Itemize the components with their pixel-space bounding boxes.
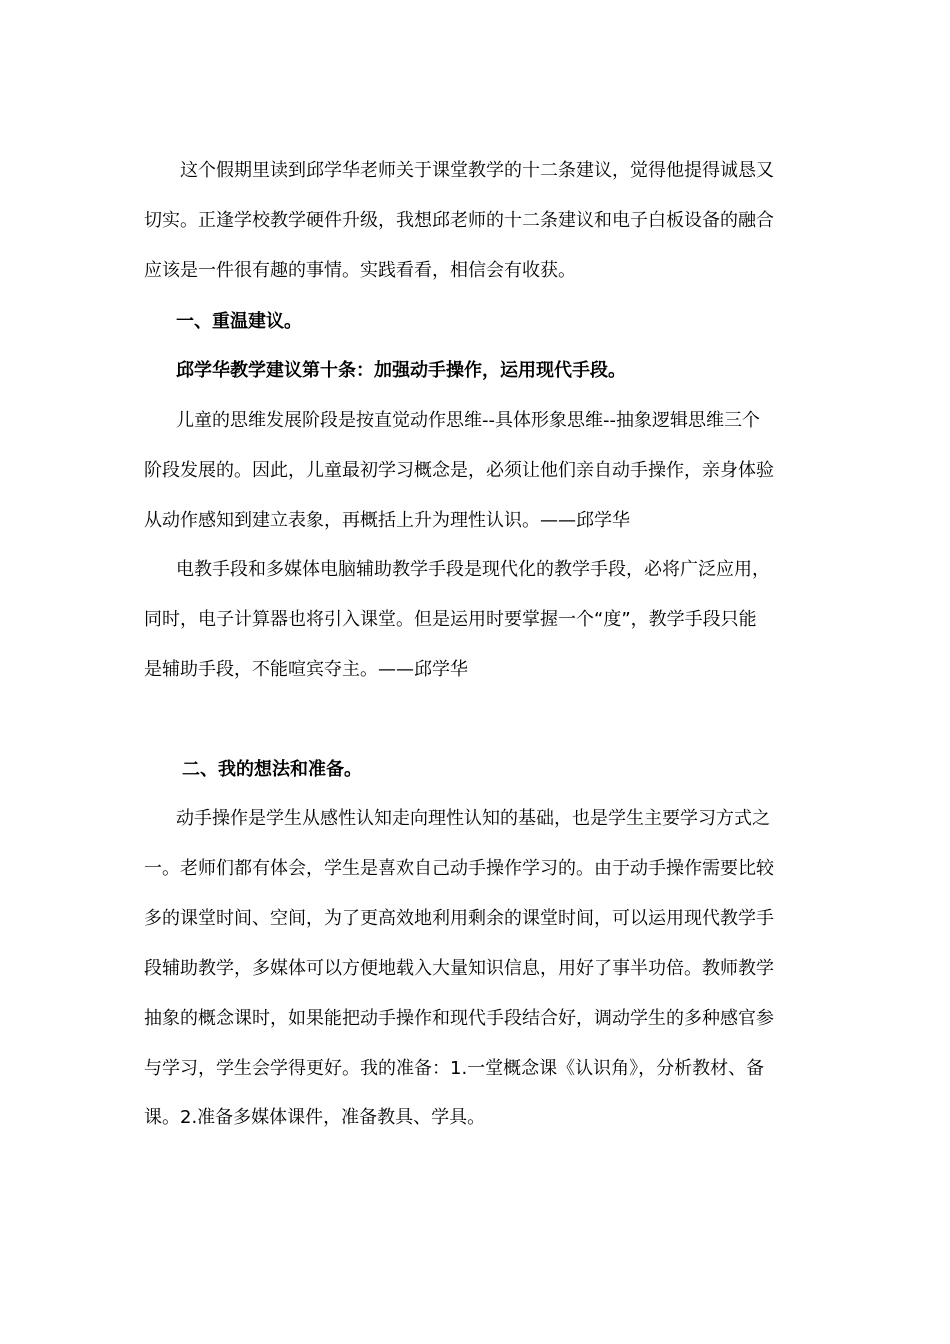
- section-1-para-2-line-2: 同时，电子计算器也将引入课堂。但是运用时要掌握一个“度”，教学手段只能: [144, 609, 757, 630]
- section-2-heading: 二、我的想法和准备。: [182, 759, 362, 780]
- intro-line-3: 应该是一件很有趣的事情。实践看看，相信会有收获。: [144, 260, 576, 281]
- section-2-para-line-1: 动手操作是学生从感性认知走向理性认知的基础，也是学生主要学习方式之: [176, 808, 770, 829]
- section-1-para-1-line-1: 儿童的思维发展阶段是按直觉动作思维--具体形象思维--抽象逻辑思维三个: [176, 410, 760, 431]
- section-2-para-line-2: 一。老师们都有体会，学生是喜欢自己动手操作学习的。由于动手操作需要比较: [144, 858, 774, 879]
- section-2-para-line-5: 抽象的概念课时，如果能把动手操作和现代手段结合好，调动学生的多种感官参: [144, 1008, 774, 1029]
- section-1-para-1-line-2: 阶段发展的。因此，儿童最初学习概念是，必须让他们亲自动手操作，亲身体验: [144, 460, 774, 481]
- section-2-para-line-4: 段辅助教学，多媒体可以方便地载入大量知识信息，用好了事半功倍。教师教学: [144, 958, 774, 979]
- section-1-heading: 一、重温建议。: [176, 311, 302, 332]
- section-2-para-line-3: 多的课堂时间、空间，为了更高效地利用剩余的课堂时间，可以运用现代教学手: [144, 908, 774, 929]
- section-1-subheading: 邱学华教学建议第十条：加强动手操作，运用现代手段。: [176, 360, 626, 381]
- section-2-para-line-6: 与学习，学生会学得更好。我的准备：1.一堂概念课《认识角》，分析教材、备: [144, 1058, 765, 1079]
- section-1-para-2-line-1: 电教手段和多媒体电脑辅助教学手段是现代化的教学手段，必将广泛应用，: [176, 559, 770, 580]
- section-1-para-1-line-3: 从动作感知到建立表象，再概括上升为理性认识。——邱学华: [144, 510, 630, 531]
- intro-line-2: 切实。正逢学校教学硬件升级，我想邱老师的十二条建议和电子白板设备的融合: [144, 210, 774, 231]
- intro-line-1: 这个假期里读到邱学华老师关于课堂教学的十二条建议，觉得他提得诚恳又: [180, 160, 774, 181]
- section-1-para-2-line-3: 是辅助手段，不能喧宾夺主。——邱学华: [144, 659, 468, 680]
- section-2-para-line-7: 课。2.准备多媒体课件，准备教具、学具。: [144, 1107, 486, 1128]
